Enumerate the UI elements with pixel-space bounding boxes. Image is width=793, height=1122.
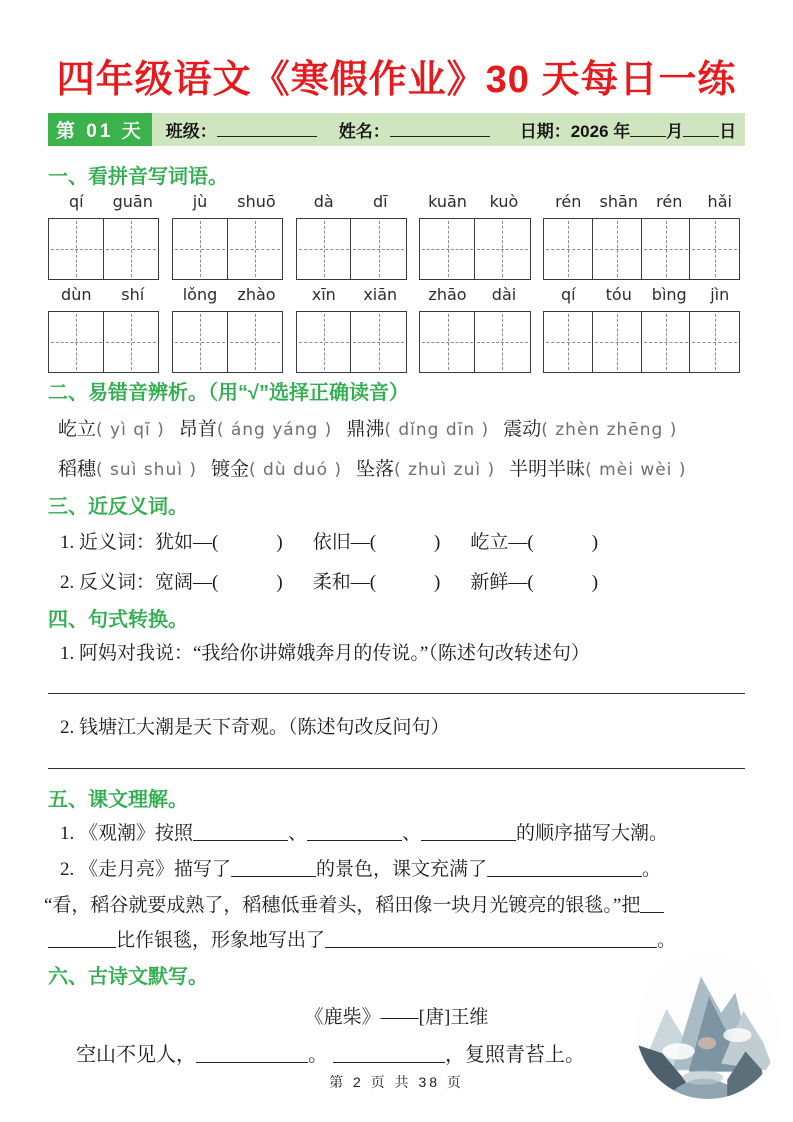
- fill-blank[interactable]: [196, 1047, 308, 1063]
- date-label: 日期：2026 年: [519, 122, 631, 141]
- text-tail: 的顺序描写大潮。: [516, 823, 669, 844]
- close-paren: ): [276, 532, 283, 553]
- text-lead: 空山不见人，: [76, 1044, 196, 1066]
- pinyin-syllable: jù: [192, 192, 208, 211]
- separator: 、: [288, 823, 308, 844]
- open-paren: (: [369, 572, 377, 593]
- section4-heading: 四、句式转换。: [48, 609, 188, 631]
- pinyin-syllable: xīn: [311, 285, 336, 304]
- sound-choice-line-1: [48, 414, 745, 441]
- word: 屹立: [58, 419, 97, 440]
- sentence-question-2: 2. 钱塘江大潮是天下奇观。（陈述句改反问句）: [60, 717, 450, 738]
- header-bar: [48, 113, 745, 146]
- quote-paragraph: [44, 890, 741, 917]
- pinyin-word-group: [543, 192, 745, 280]
- pinyin-word-group: [172, 192, 285, 280]
- month-label: 月: [666, 122, 684, 141]
- text-lead: “看，稻谷就要成熟了，稻穗低垂着头，稻田像一块月光镀亮的银毯。”把: [44, 895, 641, 916]
- pinyin-options[interactable]: ( zhuì zuì ): [394, 460, 496, 480]
- section6-heading: 六、古诗文默写。: [48, 966, 208, 988]
- sound-choice-line-2: [48, 454, 745, 481]
- word-pair: [155, 567, 283, 594]
- mountain-watercolor-image: [632, 950, 784, 1102]
- word-pair: [470, 567, 598, 594]
- pinyin-syllable: dùn: [61, 285, 92, 304]
- writing-cell[interactable]: [296, 311, 353, 373]
- section2-heading: 二、易错音辨析。（用“√”选择正确读音）: [48, 382, 409, 404]
- writing-cell[interactable]: [172, 218, 229, 280]
- class-label: 班级：: [165, 122, 217, 141]
- writing-cell[interactable]: [172, 311, 229, 373]
- open-paren: (: [212, 532, 219, 553]
- writing-cell[interactable]: [48, 218, 105, 280]
- writing-cell[interactable]: [419, 218, 476, 280]
- writing-cell[interactable]: [296, 218, 353, 280]
- pinyin-options[interactable]: ( dù duó ): [249, 460, 343, 480]
- section3-heading: 三、近反义词。: [48, 496, 188, 518]
- pinyin-word-group: [48, 192, 161, 280]
- comprehension-item-1: [48, 818, 757, 845]
- section5-heading: 五、课文理解。: [48, 789, 188, 811]
- writing-cell[interactable]: [543, 311, 594, 373]
- poem-title: 《鹿柴》——[唐]王维: [304, 1007, 489, 1028]
- pinyin-syllable: kuān: [428, 192, 467, 211]
- fill-blank[interactable]: [193, 825, 288, 841]
- quote-paragraph-line-2: [48, 925, 745, 952]
- word: 鼎沸: [346, 419, 385, 440]
- pinyin-syllable: qí: [68, 192, 84, 211]
- writing-cell[interactable]: [689, 218, 740, 280]
- word: 屹立—: [470, 532, 528, 553]
- pinyin-syllable: shuō: [237, 192, 276, 211]
- pinyin-row-1: [48, 192, 745, 280]
- word: 稻穗: [58, 459, 97, 480]
- writing-cell[interactable]: [103, 218, 160, 280]
- word-pair: [313, 527, 441, 554]
- pinyin-options[interactable]: ( mèi wèi ): [585, 460, 687, 480]
- fill-blank[interactable]: [307, 825, 402, 841]
- pinyin-word-group: [419, 192, 532, 280]
- pinyin-word-group: [419, 285, 532, 373]
- page-title: 四年级语文《寒假作业》30 天每日一练: [56, 59, 737, 101]
- close-paren: ): [591, 532, 599, 553]
- writing-cell[interactable]: [689, 311, 740, 373]
- pinyin-syllable: hǎi: [707, 192, 732, 211]
- close-paren: ): [434, 572, 441, 593]
- fill-blank[interactable]: [325, 932, 657, 948]
- name-field: [339, 117, 490, 142]
- sentence-question-1: 1. 阿妈对我说：“我给你讲嫦娥奔月的传说。”（陈述句改转述句）: [60, 643, 590, 664]
- writing-cell[interactable]: [103, 311, 160, 373]
- close-paren: ): [434, 532, 441, 553]
- writing-cell[interactable]: [474, 311, 531, 373]
- name-input-line[interactable]: [390, 123, 490, 137]
- pinyin-syllable: zhāo: [428, 285, 467, 304]
- pinyin-word-group: [48, 285, 161, 373]
- word: 震动: [503, 419, 542, 440]
- day-badge: 第 01 天: [48, 113, 152, 146]
- fill-blank[interactable]: [231, 861, 316, 877]
- fill-blank[interactable]: [333, 1047, 445, 1063]
- writing-cell[interactable]: [543, 218, 594, 280]
- writing-cell[interactable]: [641, 218, 692, 280]
- antonym-line: [48, 567, 757, 594]
- class-field: [166, 117, 317, 142]
- writing-cell[interactable]: [474, 218, 531, 280]
- pinyin-syllable: kuò: [489, 192, 519, 211]
- word: 犹如—: [155, 532, 213, 553]
- pinyin-row-2: [48, 285, 745, 373]
- fill-blank[interactable]: [421, 825, 516, 841]
- close-paren: ): [591, 572, 599, 593]
- word: 昂首: [178, 419, 217, 440]
- writing-cell[interactable]: [592, 311, 643, 373]
- text-tail: 。: [642, 859, 662, 880]
- text-lead: 1. 《观潮》按照: [60, 823, 194, 844]
- writing-cell[interactable]: [641, 311, 692, 373]
- writing-cell[interactable]: [227, 311, 284, 373]
- text-tail: 。: [657, 930, 677, 951]
- word: 依旧—: [312, 532, 370, 553]
- pinyin-word-group: [296, 192, 409, 280]
- separator: 、: [402, 823, 422, 844]
- pinyin-syllable: qí: [560, 285, 576, 304]
- pinyin-syllable: lǒng: [182, 285, 218, 304]
- writing-cell[interactable]: [227, 218, 284, 280]
- name-label: 姓名：: [338, 122, 390, 141]
- text-mid: 。: [308, 1044, 328, 1066]
- writing-cell[interactable]: [592, 218, 643, 280]
- writing-cell[interactable]: [350, 218, 407, 280]
- pinyin-word-group: [172, 285, 285, 373]
- pinyin-word-group: [296, 285, 409, 373]
- fill-blank[interactable]: [640, 897, 664, 913]
- word: 柔和—: [312, 572, 370, 593]
- item-prefix: 1. 近义词：: [60, 532, 156, 553]
- text-mid: 比作银毯，形象地写出了: [116, 930, 326, 951]
- open-paren: (: [527, 572, 534, 593]
- page-number: 第 2 页 共 38 页: [329, 1074, 464, 1090]
- writing-cell[interactable]: [419, 311, 476, 373]
- synonym-line: [48, 527, 757, 554]
- pinyin-options[interactable]: ( suì shuì ): [96, 460, 197, 480]
- pinyin-options[interactable]: ( dǐng dīn ): [384, 420, 490, 440]
- day-label: 日: [719, 122, 737, 141]
- pinyin-syllable: rén: [656, 192, 683, 211]
- fill-blank[interactable]: [487, 861, 642, 877]
- answer-line[interactable]: [48, 693, 745, 694]
- word: 坠落: [356, 459, 395, 480]
- close-paren: ): [276, 572, 283, 593]
- pinyin-options[interactable]: ( zhèn zhēng ): [541, 420, 678, 440]
- text-tail: ，复照青苔上。: [445, 1044, 585, 1066]
- pinyin-syllable: bìng: [651, 285, 687, 304]
- pinyin-syllable: dài: [491, 285, 517, 304]
- pinyin-syllable: shí: [121, 285, 145, 304]
- section1-heading: 一、看拼音写词语。: [48, 166, 228, 188]
- day-input-line[interactable]: [683, 123, 719, 137]
- pinyin-syllable: dà: [313, 192, 334, 211]
- class-input-line[interactable]: [217, 123, 317, 137]
- pinyin-syllable: rén: [555, 192, 582, 211]
- word: 宽阔—: [155, 572, 213, 593]
- pinyin-word-group: [543, 285, 745, 373]
- word: 新鲜—: [470, 572, 528, 593]
- writing-cell[interactable]: [350, 311, 407, 373]
- text-lead: 2. 《走月亮》描写了: [60, 859, 232, 880]
- open-paren: (: [369, 532, 377, 553]
- word: 镀金: [210, 459, 249, 480]
- open-paren: (: [212, 572, 219, 593]
- date-field: [520, 117, 737, 142]
- word-pair: [313, 567, 441, 594]
- fill-blank[interactable]: [48, 932, 116, 948]
- pinyin-syllable: shān: [599, 192, 638, 211]
- pinyin-syllable: jìn: [710, 285, 730, 304]
- word: 半明半昧: [509, 459, 586, 480]
- text-mid: 的景色，课文充满了: [316, 859, 488, 880]
- pinyin-syllable: dī: [372, 192, 388, 211]
- pinyin-syllable: xiān: [363, 285, 398, 304]
- comprehension-item-2: [48, 854, 757, 881]
- pinyin-syllable: guān: [112, 192, 153, 211]
- open-paren: (: [527, 532, 534, 553]
- item-prefix: 2. 反义词：: [60, 572, 156, 593]
- pinyin-options[interactable]: ( yì qī ): [96, 420, 165, 440]
- answer-line[interactable]: [48, 768, 745, 769]
- pinyin-syllable: zhào: [237, 285, 276, 304]
- pinyin-syllable: tóu: [605, 285, 632, 304]
- pinyin-options[interactable]: ( áng yáng ): [216, 420, 333, 440]
- word-pair: [470, 527, 598, 554]
- word-pair: [155, 527, 283, 554]
- writing-cell[interactable]: [48, 311, 105, 373]
- month-input-line[interactable]: [630, 123, 666, 137]
